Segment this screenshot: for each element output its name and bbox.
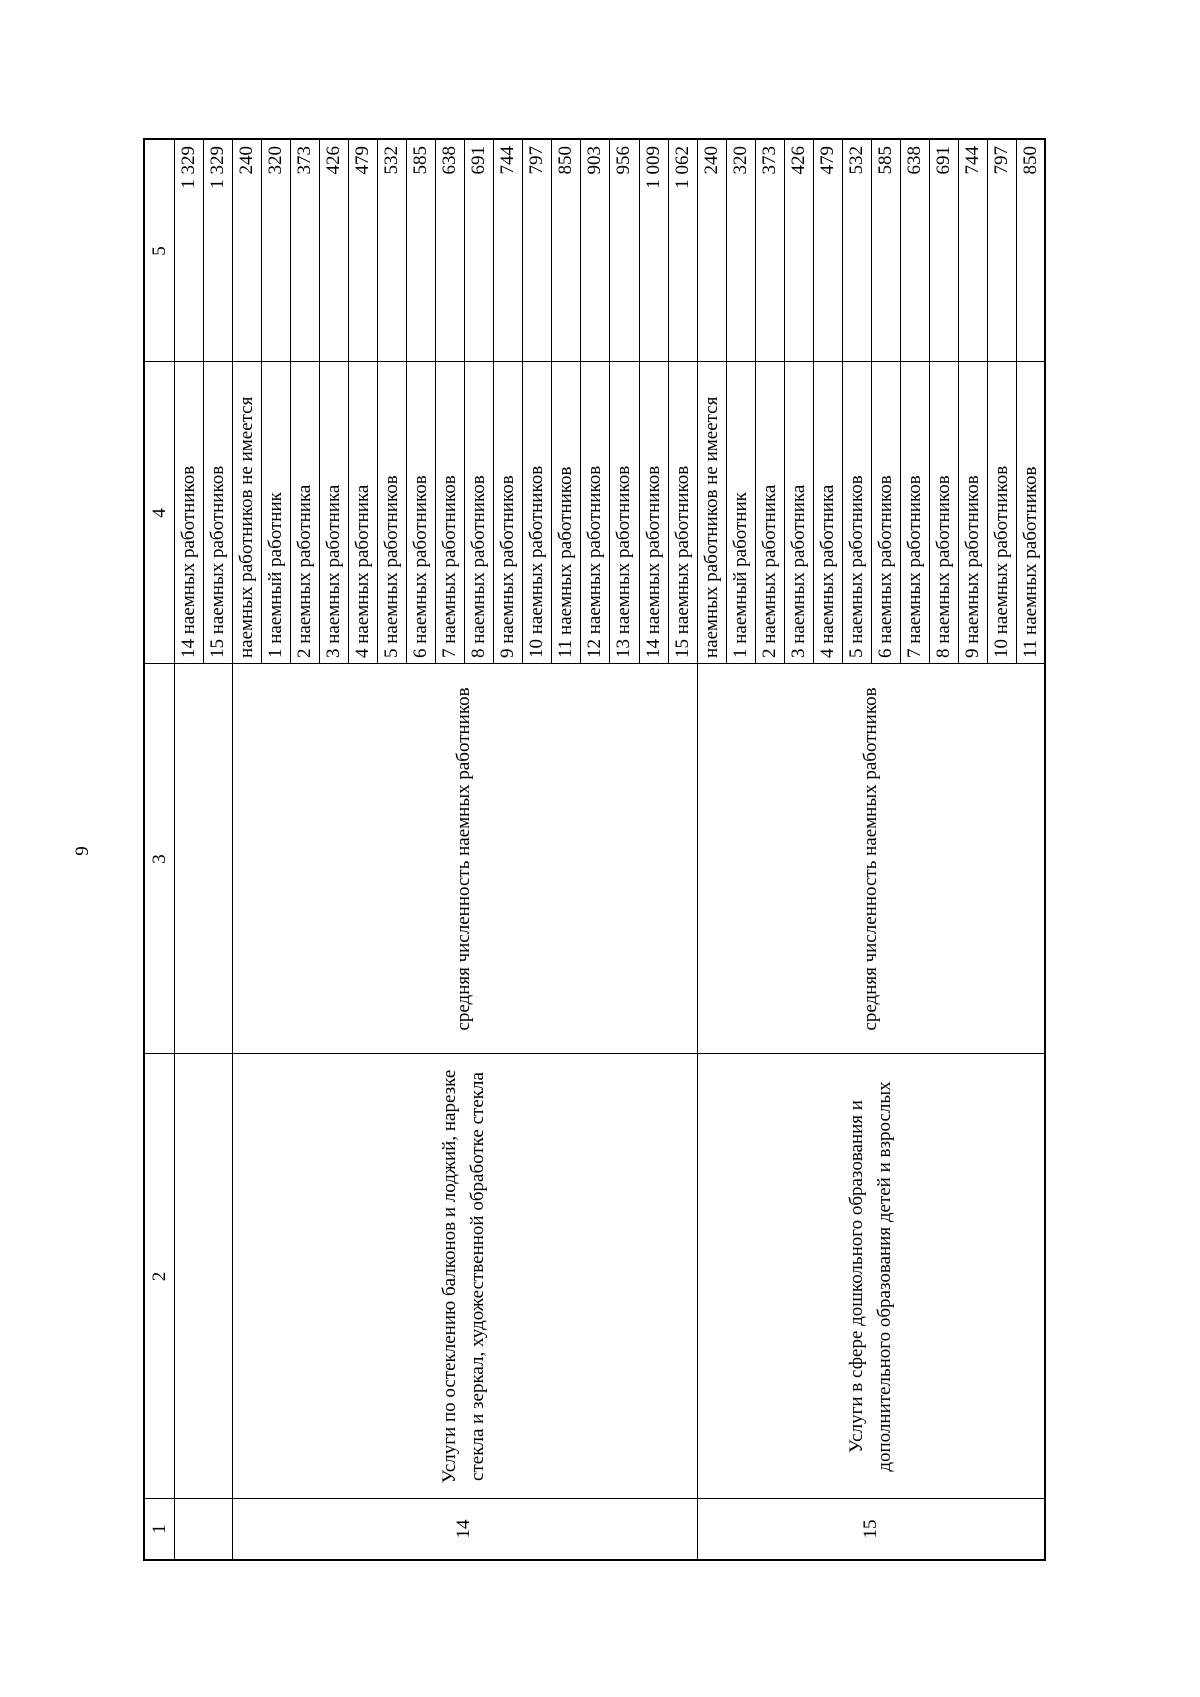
table-cell-count: 15 наемных работников [207,465,229,658]
table-cell-count: 5 наемных работников [381,475,403,658]
table-cell-value: 320 [265,146,287,175]
table-cell-value: 1 329 [178,146,200,189]
table-cell-count: 1 наемный работник [265,492,287,658]
column-border [145,361,1044,362]
table-cell-value: 691 [932,146,954,175]
table-cell-value: 479 [816,146,838,175]
table-cell-value: 797 [526,146,548,175]
table-cell-value: 426 [787,146,809,175]
table-cell-count: 14 наемных работников [642,465,664,658]
row-border [609,140,610,664]
row-border [203,140,204,664]
row-border [435,140,436,664]
header-col-1: 1 [149,1524,170,1534]
table-cell-count: 11 наемных работников [555,466,577,658]
table-cell-value: 240 [236,146,258,175]
header-col-4: 4 [149,508,170,518]
table-cell-count: 3 наемных работника [323,484,345,658]
table-cell-value: 532 [381,146,403,175]
table-cell-value: 1 062 [671,146,693,189]
table-cell-value: 373 [758,146,780,175]
table-cell-count: наемных работников не имеется [236,396,258,658]
row-border [290,140,291,664]
row-border [697,140,698,1559]
table-cell-count: 5 наемных работников [845,475,867,658]
row-border [1016,140,1017,664]
column-border [145,1053,1044,1054]
row-border [639,140,640,664]
row-border [580,140,581,664]
table-cell-value: 903 [584,146,606,175]
table-cell-count: 2 наемных работника [294,484,316,658]
table-cell-value: 320 [729,146,751,175]
table-cell-value: 532 [845,146,867,175]
header-col-5: 5 [149,246,170,256]
row-border [842,140,843,664]
row-border [813,140,814,664]
row-border [755,140,756,664]
table-cell-count: 11 наемных работников [1019,466,1041,658]
table-cell-value: 1 009 [642,146,664,189]
table-cell-value: 1 329 [207,146,229,189]
column-border [145,663,1044,664]
table-cell-count: 3 наемных работника [787,484,809,658]
table-cell-count: 7 наемных работников [903,475,925,658]
table-cell-value: 744 [961,146,983,175]
table-cell-value: 585 [410,146,432,175]
row-border [871,140,872,664]
table-cell-value: 956 [613,146,635,175]
header-col-3: 3 [149,854,170,864]
row-border [668,140,669,664]
row-border [319,140,320,664]
table-cell-count: 4 наемных работника [816,484,838,658]
row-border [348,140,349,664]
service-name: Услуги в сфере дошкольного образования и дополнительного образования детей и взрослых [845,1081,895,1472]
table-cell-count: 10 наемных работников [990,465,1012,658]
table-cell-count: 15 наемных работников [671,465,693,658]
table-cell-value: 638 [439,146,461,175]
table-cell-value: 240 [700,146,722,175]
row-border [551,140,552,664]
table-cell-value: 744 [497,146,519,175]
table-cell-count: наемных работников не имеется [700,396,722,658]
table-cell-count: 7 наемных работников [439,475,461,658]
row-border [464,140,465,664]
table-cell-count: 6 наемных работников [410,475,432,658]
table-cell-value: 797 [990,146,1012,175]
table-cell-count: 8 наемных работников [932,475,954,658]
table-cell-value: 691 [468,146,490,175]
table-cell-value: 850 [555,146,577,175]
table-cell-count: 8 наемных работников [468,475,490,658]
row-border [929,140,930,664]
row-border [522,140,523,664]
column-border [145,1498,1044,1499]
service-number: 14 [453,1519,475,1539]
service-indicator: средняя численность наемных работников [453,687,475,1031]
row-border [784,140,785,664]
service-indicator: средняя численность наемных работников [859,687,881,1031]
table-rotation-frame [143,138,1046,1561]
table-cell-value: 426 [323,146,345,175]
row-border [987,140,988,664]
table-cell-count: 4 наемных работника [352,484,374,658]
row-border [377,140,378,664]
header-col-2: 2 [149,1271,170,1282]
row-border [232,140,233,1559]
row-border [726,140,727,664]
row-border [174,140,175,1559]
row-border [900,140,901,664]
table-cell-count: 10 наемных работников [526,465,548,658]
table-cell-count: 14 наемных работников [178,465,200,658]
table-cell-count: 13 наемных работников [613,465,635,658]
page-number: 9 [71,846,93,856]
table-cell-count: 2 наемных работника [758,484,780,658]
row-border [958,140,959,664]
table-cell-value: 638 [903,146,925,175]
table-cell-count: 9 наемных работников [497,475,519,658]
table-cell-count: 9 наемных работников [961,475,983,658]
table-cell-value: 585 [874,146,896,175]
table-cell-value: 850 [1019,146,1041,175]
service-number: 15 [859,1519,881,1539]
table-cell-value: 479 [352,146,374,175]
table-cell-value: 373 [294,146,316,175]
row-border [493,140,494,664]
table-cell-count: 12 наемных работников [584,465,606,658]
tariff-table [143,138,1046,1561]
table-cell-count: 6 наемных работников [874,475,896,658]
table-cell-count: 1 наемный работник [729,492,751,658]
row-border [261,140,262,664]
service-name: Услуги по остеклению балконов и лоджий, нарезке стекла и зеркал, художественной обработке стекла [439,1069,489,1484]
row-border [406,140,407,664]
